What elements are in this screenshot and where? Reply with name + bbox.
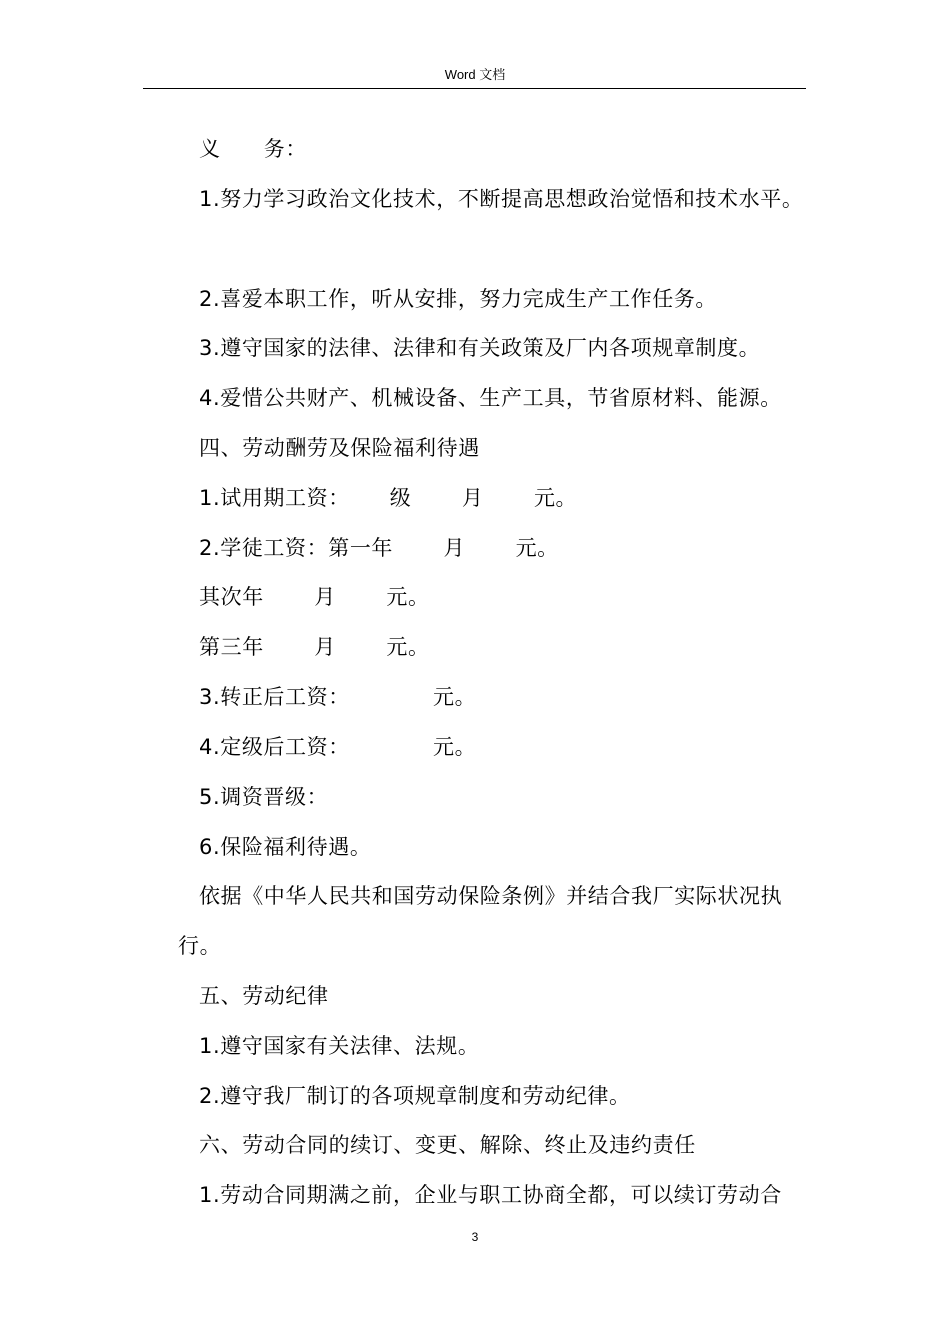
duty-item-3: 3.遵守国家的法律、法律和有关政策及厂内各项规章制度。 <box>199 336 761 360</box>
insurance-paragraph-continued: 行。 <box>178 934 222 958</box>
wage-item-6: 6.保险福利待遇。 <box>199 835 372 859</box>
header-divider <box>143 88 806 89</box>
wage-item-2-year-2: 其次年 月 元。 <box>199 585 430 609</box>
page-header: Word 文档 <box>444 67 506 82</box>
wage-item-5: 5.调资晋级： <box>199 785 329 809</box>
duty-item-1: 1.努力学习政治文化技术，不断提高思想政治觉悟和技术水平。 <box>199 187 804 211</box>
contract-item-1: 1.劳动合同期满之前，企业与职工协商全都，可以续订劳动合 <box>199 1183 782 1207</box>
insurance-paragraph: 依据《中华人民共和国劳动保险条例》并结合我厂实际状况执 <box>199 884 783 908</box>
section-6-heading: 六、劳动合同的续订、变更、解除、终止及违约责任 <box>199 1133 696 1157</box>
wage-item-1: 1.试用期工资： 级 月 元。 <box>199 486 578 510</box>
wage-item-4: 4.定级后工资： 元。 <box>199 735 477 759</box>
discipline-item-1: 1.遵守国家有关法律、法规。 <box>199 1034 480 1058</box>
duty-item-2: 2.喜爱本职工作，听从安排，努力完成生产工作任务。 <box>199 287 718 311</box>
wage-item-2: 2.学徒工资：第一年 月 元。 <box>199 536 559 560</box>
duty-item-4: 4.爱惜公共财产、机械设备、生产工具，节省原材料、能源。 <box>199 386 782 410</box>
wage-item-2-year-3: 第三年 月 元。 <box>199 635 430 659</box>
section-4-heading: 四、劳动酬劳及保险福利待遇 <box>199 436 480 460</box>
wage-item-3: 3.转正后工资： 元。 <box>199 685 477 709</box>
section-5-heading: 五、劳动纪律 <box>199 984 329 1008</box>
duties-heading: 义 务： <box>199 137 307 161</box>
page-number: 3 <box>471 1230 479 1244</box>
discipline-item-2: 2.遵守我厂制订的各项规章制度和劳动纪律。 <box>199 1084 631 1108</box>
